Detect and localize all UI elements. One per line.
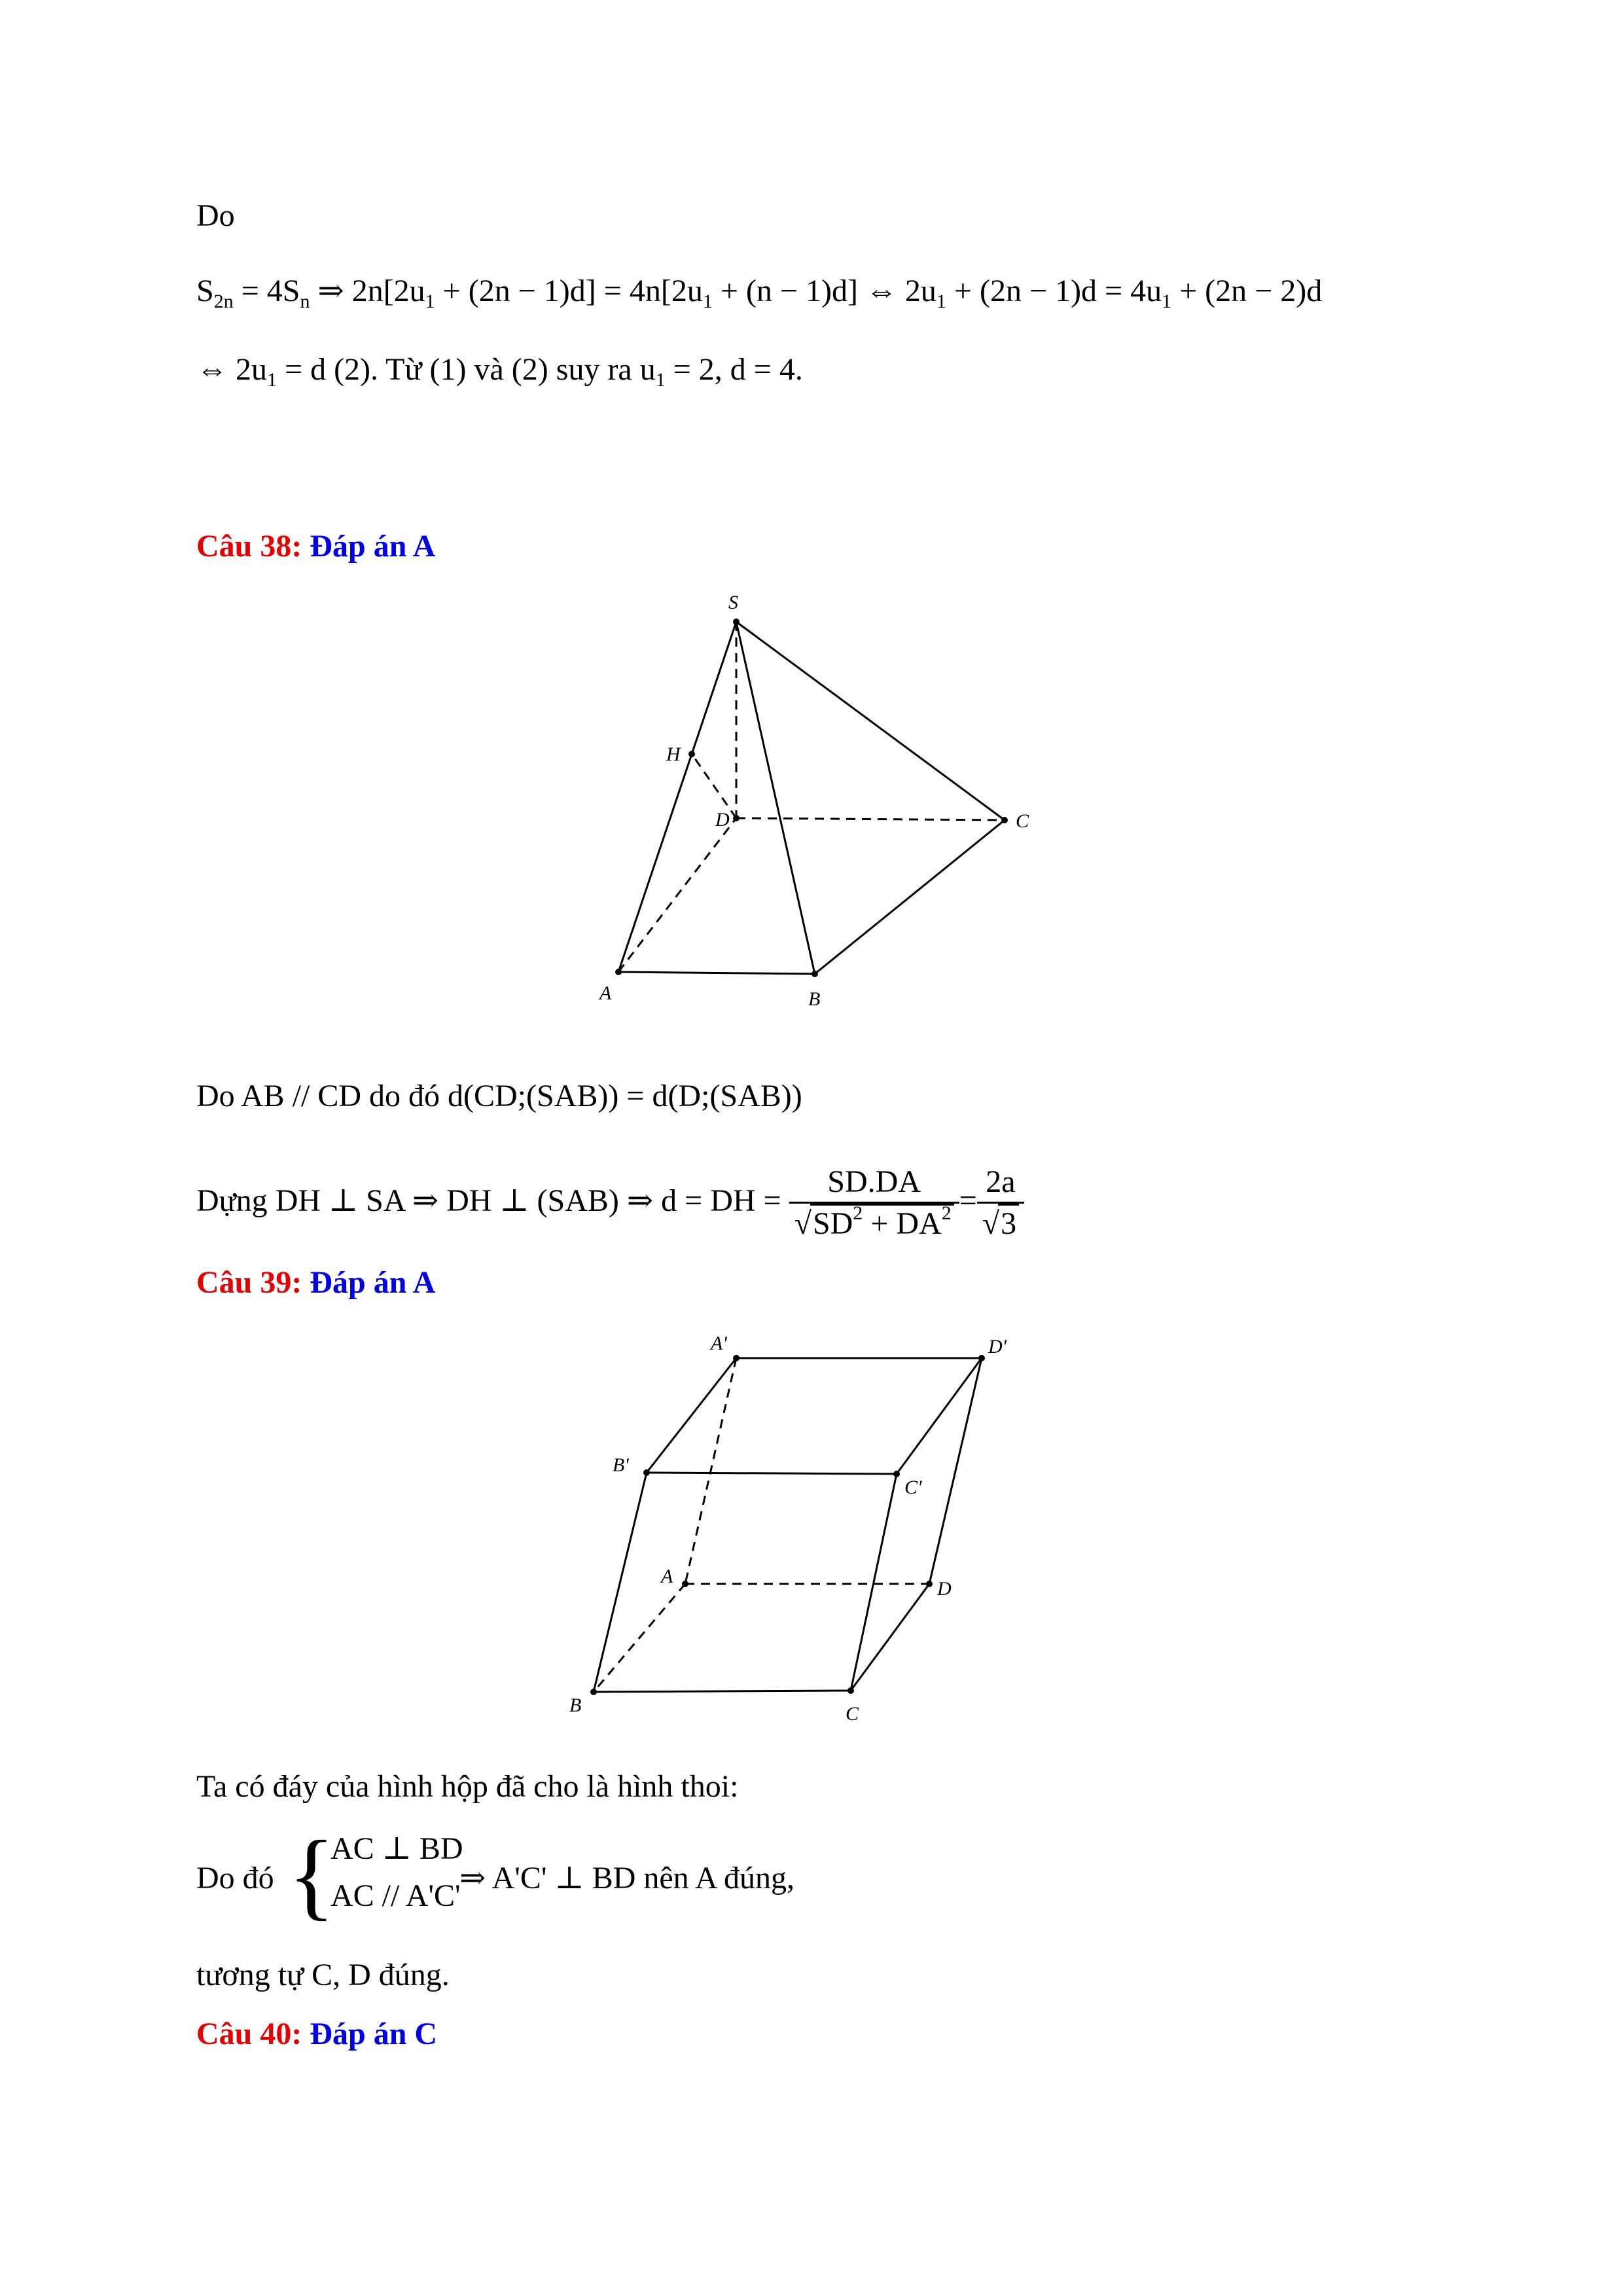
math: DH ⊥ SA ⇒ DH ⊥ (SAB) ⇒ d = DH = [275, 1183, 781, 1218]
eq1-part: + (n − 1)d] ⇔ 2u [712, 274, 936, 308]
text: nên A đúng, [635, 1861, 795, 1895]
question-39-heading [196, 1263, 435, 1302]
label-s: S [728, 592, 738, 613]
fraction-2a-root3 [977, 1162, 1024, 1244]
math: d(CD;(SAB)) = d(D;(SAB)) [448, 1079, 802, 1113]
q39-rhombus-statement: Ta có đáy của hình hộp đã cho là hình thoi: [196, 1769, 739, 1804]
system-row-1: AC ⊥ BD [330, 1831, 463, 1866]
question-40-heading [196, 2015, 437, 2054]
fraction-sd-da [789, 1162, 959, 1244]
answer-label: Đáp án C [310, 2017, 438, 2051]
den-part: 3 [998, 1204, 1019, 1242]
eq1-part: = 4S [233, 274, 300, 308]
equation-sum-relation [196, 272, 1322, 311]
eq1-sub: n [300, 291, 310, 312]
eq1-sub: 1 [936, 291, 946, 312]
system-conclusion [459, 1856, 794, 1901]
label-b: B [569, 1695, 582, 1716]
text: Do [196, 1079, 241, 1113]
label-a-prime: A' [711, 1333, 727, 1354]
math: ⇒ A'C' ⊥ BD [459, 1861, 636, 1895]
label-a: A [599, 982, 612, 1004]
q38-parallel-line [196, 1077, 802, 1116]
eq2-sub: 1 [655, 369, 666, 391]
q39-similar-statement: tương tự C, D đúng. [196, 1958, 450, 1992]
q38-distance-line [196, 1158, 1024, 1244]
label-b-prime: B' [613, 1454, 629, 1476]
eq1-part: S [196, 274, 214, 308]
eq2-sub: 1 [267, 369, 277, 391]
eq1-part: ⇒ 2n[2u [310, 274, 425, 308]
eq2-part: = d (2). [277, 352, 379, 387]
label-d: D [937, 1578, 952, 1600]
fraction-numerator: 2a [977, 1162, 1024, 1204]
question-label: Câu 39: [196, 1265, 302, 1300]
den-sup: 2 [853, 1202, 863, 1225]
eq1-sub: 1 [702, 291, 713, 312]
eq1-part: + (2n − 2)d [1171, 274, 1323, 308]
answer-label: Đáp án A [310, 529, 436, 564]
fraction-denominator: √3 [977, 1204, 1024, 1244]
text: Dựng [196, 1183, 276, 1218]
system-row-2: AC // A'C' [330, 1878, 461, 1913]
label-d-prime: D' [988, 1336, 1007, 1357]
eq1-part: + (2n − 1)d] = 4n[2u [435, 274, 703, 308]
eq1-part: + (2n − 1)d = 4u [946, 274, 1162, 308]
label-a: A [661, 1566, 673, 1587]
question-label: Câu 38: [196, 529, 302, 564]
pyramid-figure [576, 583, 1047, 1041]
question-38-heading [196, 527, 435, 566]
label-c: C [846, 1703, 859, 1725]
fraction-denominator: $√SD^2 + DA^2$ [789, 1204, 959, 1244]
den-part: + DA [863, 1206, 942, 1242]
equals: = [959, 1183, 977, 1218]
label-b: B [808, 988, 821, 1010]
text-do: Do [196, 198, 235, 233]
left-brace-icon: { [288, 1821, 335, 1929]
eq1-sub: 1 [425, 291, 435, 312]
text: do đó [361, 1079, 448, 1113]
den-part: SD [812, 1206, 853, 1242]
label-h: H [666, 744, 681, 765]
answer-label: Đáp án A [310, 1265, 436, 1300]
question-label: Câu 40: [196, 2017, 302, 2051]
text: Do đó [196, 1861, 274, 1895]
math: AB // CD [241, 1079, 362, 1113]
equation-result [196, 350, 803, 389]
eq2-text: Từ (1) và (2) suy ra [378, 352, 640, 387]
label-d: D [715, 809, 730, 831]
den-sup: 2 [941, 1202, 952, 1225]
eq2-part: = 2, d = 4. [665, 352, 803, 387]
fraction-numerator: SD.DA [789, 1162, 959, 1204]
parallelepiped-figure [563, 1316, 1086, 1734]
eq1-sub: 1 [1162, 291, 1172, 312]
label-c: C [1016, 810, 1029, 832]
label-c-prime: C' [904, 1477, 922, 1498]
eq2-part: u [639, 352, 656, 387]
eq1-sub: 2n [213, 291, 234, 312]
eq2-part: ⇔ 2u [196, 352, 267, 387]
